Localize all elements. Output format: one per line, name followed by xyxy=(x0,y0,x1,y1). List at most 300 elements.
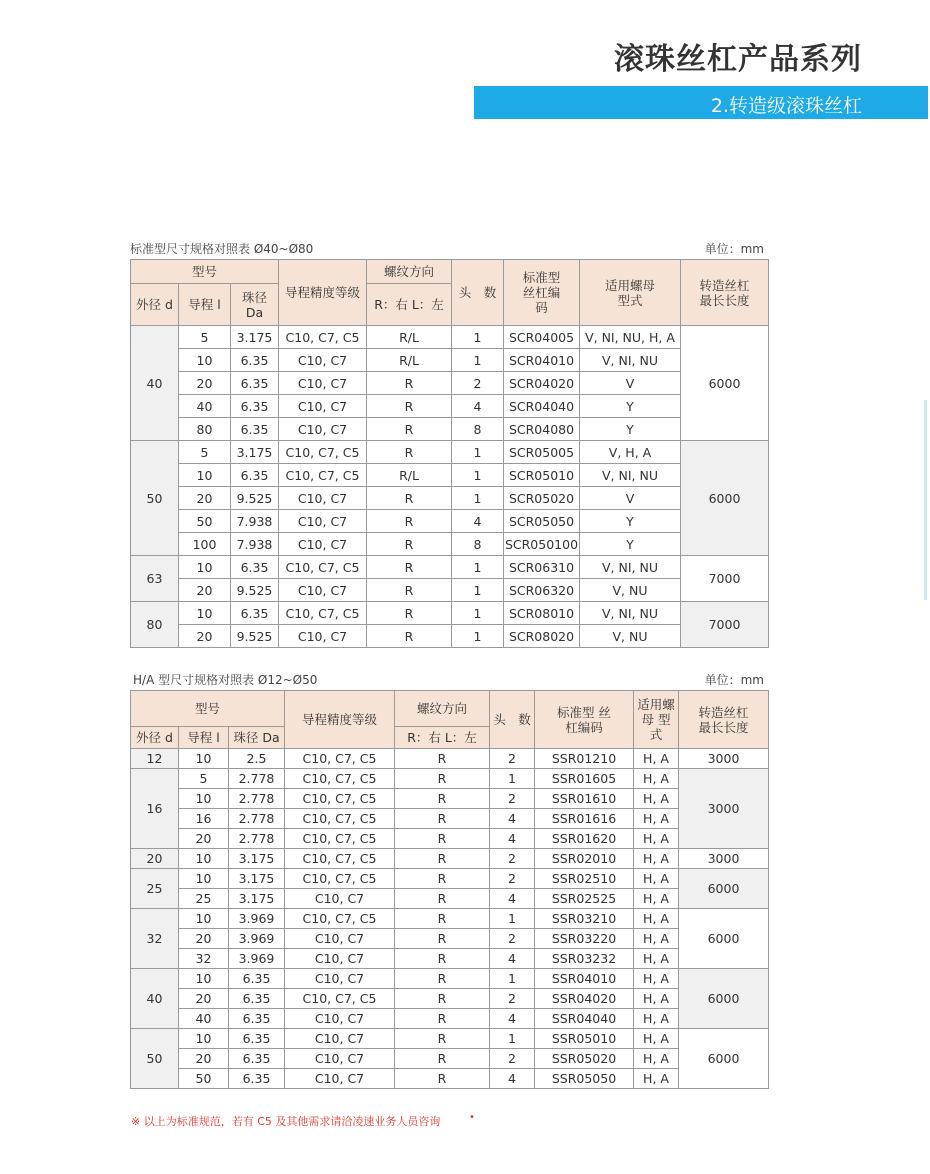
cell-thread: R xyxy=(395,909,490,929)
cell-ball: 9.525 xyxy=(231,487,279,510)
cell-code: SCR08010 xyxy=(504,602,580,625)
cell-ball: 6.35 xyxy=(231,464,279,487)
cell-nut: V, NI, NU xyxy=(580,349,681,372)
cell-grade: C10, C7, C5 xyxy=(279,441,367,464)
cell-ball: 6.35 xyxy=(229,969,285,989)
cell-lead: 10 xyxy=(179,849,229,869)
cell-code: SSR04020 xyxy=(535,989,634,1009)
cell-nut: V xyxy=(580,372,681,395)
cell-nut: H, A xyxy=(634,1069,679,1089)
footnote: ※ 以上为标准规范，若有 C5 及其他需求请洽凌速业务人员咨询 xyxy=(131,1115,441,1128)
cell-grade: C10, C7, C5 xyxy=(279,556,367,579)
cell-thread: R/L xyxy=(367,349,452,372)
cell-code: SSR02010 xyxy=(535,849,634,869)
table-row xyxy=(131,869,769,889)
cell-ball: 2.778 xyxy=(229,829,285,849)
table-row xyxy=(131,1069,769,1089)
cell-nut: H, A xyxy=(634,909,679,929)
cell-ball: 3.175 xyxy=(229,889,285,909)
cell-code: SCR05010 xyxy=(504,464,580,487)
cell-grade: C10, C7, C5 xyxy=(285,829,395,849)
cell-ball: 3.175 xyxy=(231,326,279,349)
cell-grade: C10, C7 xyxy=(279,510,367,533)
cell-starts: 1 xyxy=(490,969,535,989)
cell-ball: 6.35 xyxy=(231,602,279,625)
cell-nut: H, A xyxy=(634,809,679,829)
cell-grade: C10, C7, C5 xyxy=(279,602,367,625)
cell-thread: R xyxy=(367,625,452,648)
cell-od: 32 xyxy=(131,909,179,969)
table-row xyxy=(131,349,769,372)
table-row xyxy=(131,441,769,464)
cell-thread: R xyxy=(367,510,452,533)
table-row xyxy=(131,1009,769,1029)
cell-lead: 10 xyxy=(179,789,229,809)
cell-od: 63 xyxy=(131,556,179,602)
cell-maxlen: 6000 xyxy=(681,441,769,556)
cell-grade: C10, C7, C5 xyxy=(285,989,395,1009)
table1-caption: 标准型尺寸规格对照表 Ø40~Ø80 xyxy=(130,242,314,256)
cell-grade: C10, C7 xyxy=(279,418,367,441)
cell-grade: C10, C7 xyxy=(279,349,367,372)
cell-starts: 1 xyxy=(452,487,504,510)
cell-code: SCR05050 xyxy=(504,510,580,533)
cell-code: SSR05020 xyxy=(535,1049,634,1069)
cell-thread: R xyxy=(395,1069,490,1089)
cell-starts: 1 xyxy=(452,464,504,487)
table-row xyxy=(131,1049,769,1069)
header-thread: 螺纹方向 xyxy=(367,260,452,284)
header-code: 标准型 丝杠编码 xyxy=(504,260,580,326)
cell-starts: 1 xyxy=(452,556,504,579)
cell-starts: 4 xyxy=(490,809,535,829)
table-row xyxy=(131,769,769,789)
cell-grade: C10, C7 xyxy=(285,889,395,909)
cell-starts: 2 xyxy=(490,849,535,869)
cell-ball: 3.175 xyxy=(231,441,279,464)
cell-nut: V, NI, NU xyxy=(580,464,681,487)
header-code: 标准型 丝杠编码 xyxy=(535,691,634,749)
cell-starts: 4 xyxy=(490,1069,535,1089)
cell-thread: R xyxy=(395,749,490,769)
cell-lead: 10 xyxy=(179,556,231,579)
cell-ball: 6.35 xyxy=(229,989,285,1009)
cell-grade: C10, C7 xyxy=(285,1029,395,1049)
cell-thread: R xyxy=(395,949,490,969)
header-model: 型号 xyxy=(131,260,279,284)
cell-lead: 50 xyxy=(179,510,231,533)
cell-thread: R/L xyxy=(367,464,452,487)
cell-thread: R xyxy=(367,395,452,418)
cell-grade: C10, C7 xyxy=(279,533,367,556)
cell-grade: C10, C7 xyxy=(279,395,367,418)
header-grade: 导程精度等级 xyxy=(279,260,367,326)
cell-grade: C10, C7 xyxy=(285,1069,395,1089)
cell-starts: 2 xyxy=(490,749,535,769)
table-row xyxy=(131,372,769,395)
cell-code: SSR01210 xyxy=(535,749,634,769)
table-row xyxy=(131,989,769,1009)
cell-lead: 20 xyxy=(179,989,229,1009)
cell-lead: 20 xyxy=(179,487,231,510)
cell-lead: 10 xyxy=(179,602,231,625)
cell-thread: R xyxy=(395,1029,490,1049)
cell-grade: C10, C7 xyxy=(285,949,395,969)
cell-thread: R xyxy=(367,418,452,441)
table-row xyxy=(131,418,769,441)
cell-lead: 20 xyxy=(179,929,229,949)
page-title: 滚珠丝杠产品系列 xyxy=(614,42,862,77)
table-row xyxy=(131,579,769,602)
cell-nut: H, A xyxy=(634,789,679,809)
cell-thread: R xyxy=(395,989,490,1009)
cell-od: 50 xyxy=(131,441,179,556)
cell-starts: 1 xyxy=(490,909,535,929)
cell-maxlen: 7000 xyxy=(681,556,769,602)
cell-nut: Y xyxy=(580,418,681,441)
table-row xyxy=(131,969,769,989)
cell-nut: H, A xyxy=(634,929,679,949)
cell-nut: H, A xyxy=(634,889,679,909)
cell-grade: C10, C7 xyxy=(285,929,395,949)
footnote-mark: • xyxy=(469,1112,475,1123)
header-lead: 导程 l xyxy=(179,727,229,749)
cell-grade: C10, C7, C5 xyxy=(285,809,395,829)
cell-starts: 1 xyxy=(490,1029,535,1049)
cell-nut: Y xyxy=(580,510,681,533)
cell-lead: 80 xyxy=(179,418,231,441)
cell-grade: C10, C7, C5 xyxy=(285,789,395,809)
cell-starts: 1 xyxy=(490,769,535,789)
edge-decoration xyxy=(924,400,927,600)
cell-code: SCR06310 xyxy=(504,556,580,579)
cell-grade: C10, C7 xyxy=(279,625,367,648)
table-row xyxy=(131,464,769,487)
cell-grade: C10, C7 xyxy=(279,579,367,602)
cell-nut: H, A xyxy=(634,989,679,1009)
cell-code: SCR06320 xyxy=(504,579,580,602)
table-row xyxy=(131,929,769,949)
cell-code: SSR03220 xyxy=(535,929,634,949)
cell-starts: 4 xyxy=(490,1009,535,1029)
cell-starts: 2 xyxy=(452,372,504,395)
cell-lead: 100 xyxy=(179,533,231,556)
cell-nut: H, A xyxy=(634,749,679,769)
cell-od: 16 xyxy=(131,769,179,849)
cell-thread: R xyxy=(367,533,452,556)
cell-lead: 20 xyxy=(179,372,231,395)
cell-ball: 6.35 xyxy=(229,1029,285,1049)
cell-nut: H, A xyxy=(634,949,679,969)
cell-maxlen: 3000 xyxy=(679,849,769,869)
cell-ball: 3.969 xyxy=(229,929,285,949)
header-od: 外径 d xyxy=(131,727,179,749)
header-starts: 头 数 xyxy=(490,691,535,749)
cell-nut: H, A xyxy=(634,1049,679,1069)
cell-nut: H, A xyxy=(634,869,679,889)
cell-thread: R xyxy=(367,441,452,464)
cell-grade: C10, C7, C5 xyxy=(285,869,395,889)
cell-od: 50 xyxy=(131,1029,179,1089)
cell-nut: V, NU xyxy=(580,625,681,648)
cell-starts: 2 xyxy=(490,869,535,889)
cell-nut: H, A xyxy=(634,1009,679,1029)
spec-table-standard xyxy=(130,259,769,648)
cell-od: 40 xyxy=(131,326,179,441)
cell-starts: 4 xyxy=(490,829,535,849)
cell-ball: 9.525 xyxy=(231,579,279,602)
cell-ball: 3.175 xyxy=(229,849,285,869)
table-row xyxy=(131,849,769,869)
cell-code: SSR03232 xyxy=(535,949,634,969)
cell-starts: 1 xyxy=(452,579,504,602)
header-grade: 导程精度等级 xyxy=(285,691,395,749)
cell-grade: C10, C7, C5 xyxy=(285,909,395,929)
table2-caption: H/A 型尺寸规格对照表 Ø12~Ø50 xyxy=(133,673,318,687)
cell-ball: 6.35 xyxy=(231,418,279,441)
cell-thread: R xyxy=(395,1049,490,1069)
cell-thread: R/L xyxy=(367,326,452,349)
cell-ball: 2.778 xyxy=(229,809,285,829)
cell-starts: 8 xyxy=(452,533,504,556)
cell-grade: C10, C7, C5 xyxy=(279,326,367,349)
cell-starts: 2 xyxy=(490,789,535,809)
table-row xyxy=(131,789,769,809)
table-row xyxy=(131,909,769,929)
table-row xyxy=(131,949,769,969)
cell-ball: 6.35 xyxy=(229,1049,285,1069)
table-row xyxy=(131,556,769,579)
cell-code: SSR02510 xyxy=(535,869,634,889)
cell-starts: 4 xyxy=(452,395,504,418)
table-row xyxy=(131,510,769,533)
cell-nut: H, A xyxy=(634,1029,679,1049)
cell-lead: 40 xyxy=(179,395,231,418)
cell-lead: 20 xyxy=(179,579,231,602)
header-ball: 珠径 Da xyxy=(231,284,279,326)
cell-thread: R xyxy=(395,829,490,849)
cell-thread: R xyxy=(367,602,452,625)
cell-maxlen: 6000 xyxy=(679,869,769,909)
cell-code: SSR05010 xyxy=(535,1029,634,1049)
cell-ball: 6.35 xyxy=(231,556,279,579)
cell-lead: 10 xyxy=(179,464,231,487)
section-banner xyxy=(474,86,928,119)
cell-lead: 10 xyxy=(179,969,229,989)
cell-lead: 20 xyxy=(179,829,229,849)
cell-nut: H, A xyxy=(634,849,679,869)
cell-maxlen: 3000 xyxy=(679,749,769,769)
cell-lead: 10 xyxy=(179,869,229,889)
cell-thread: R xyxy=(367,579,452,602)
cell-grade: C10, C7 xyxy=(279,487,367,510)
spec-table-ha xyxy=(130,690,769,1089)
cell-code: SSR01610 xyxy=(535,789,634,809)
cell-thread: R xyxy=(367,487,452,510)
cell-thread: R xyxy=(395,869,490,889)
cell-grade: C10, C7, C5 xyxy=(279,464,367,487)
cell-nut: H, A xyxy=(634,969,679,989)
cell-grade: C10, C7 xyxy=(279,372,367,395)
cell-code: SCR05020 xyxy=(504,487,580,510)
cell-starts: 2 xyxy=(490,1049,535,1069)
cell-nut: H, A xyxy=(634,829,679,849)
cell-code: SSR03210 xyxy=(535,909,634,929)
cell-ball: 7.938 xyxy=(231,510,279,533)
cell-lead: 10 xyxy=(179,349,231,372)
cell-ball: 3.969 xyxy=(229,949,285,969)
cell-code: SCR050100 xyxy=(504,533,580,556)
cell-nut: V, NU xyxy=(580,579,681,602)
header-thread-sub: R：右 L：左 xyxy=(367,284,452,326)
cell-ball: 6.35 xyxy=(229,1009,285,1029)
cell-starts: 1 xyxy=(452,349,504,372)
cell-nut: Y xyxy=(580,395,681,418)
cell-nut: Y xyxy=(580,533,681,556)
cell-ball: 6.35 xyxy=(231,349,279,372)
cell-lead: 20 xyxy=(179,625,231,648)
table-row xyxy=(131,533,769,556)
cell-code: SCR05005 xyxy=(504,441,580,464)
cell-grade: C10, C7 xyxy=(285,969,395,989)
cell-thread: R xyxy=(395,1009,490,1029)
cell-nut: V xyxy=(580,487,681,510)
cell-maxlen: 6000 xyxy=(679,1029,769,1089)
cell-od: 40 xyxy=(131,969,179,1029)
section-subtitle: 2.转造级滚珠丝杠 xyxy=(710,95,862,117)
cell-ball: 6.35 xyxy=(231,395,279,418)
cell-grade: C10, C7 xyxy=(285,1049,395,1069)
table-row xyxy=(131,602,769,625)
cell-nut: H, A xyxy=(634,769,679,789)
cell-maxlen: 6000 xyxy=(679,909,769,969)
table1-unit: 单位：mm xyxy=(704,242,764,256)
cell-od: 80 xyxy=(131,602,179,648)
header-nut: 适用螺母 型式 xyxy=(580,260,681,326)
header-maxlen: 转造丝杠 最长长度 xyxy=(681,260,769,326)
table-row xyxy=(131,395,769,418)
cell-code: SCR04080 xyxy=(504,418,580,441)
cell-lead: 20 xyxy=(179,1049,229,1069)
cell-code: SCR04005 xyxy=(504,326,580,349)
table-row xyxy=(131,625,769,648)
header-lead: 导程 l xyxy=(179,284,231,326)
cell-starts: 4 xyxy=(490,949,535,969)
table-row xyxy=(131,1029,769,1049)
cell-code: SSR01620 xyxy=(535,829,634,849)
cell-code: SCR04040 xyxy=(504,395,580,418)
header-starts: 头 数 xyxy=(452,260,504,326)
cell-thread: R xyxy=(395,969,490,989)
table-row xyxy=(131,326,769,349)
cell-code: SSR02525 xyxy=(535,889,634,909)
cell-grade: C10, C7, C5 xyxy=(285,769,395,789)
cell-code: SCR08020 xyxy=(504,625,580,648)
cell-ball: 2.5 xyxy=(229,749,285,769)
cell-lead: 50 xyxy=(179,1069,229,1089)
header-model: 型号 xyxy=(131,691,285,727)
cell-thread: R xyxy=(395,769,490,789)
cell-lead: 5 xyxy=(179,441,231,464)
cell-od: 12 xyxy=(131,749,179,769)
cell-nut: V, NI, NU xyxy=(580,556,681,579)
cell-ball: 3.969 xyxy=(229,909,285,929)
cell-starts: 4 xyxy=(490,889,535,909)
header-thread-sub: R：右 L：左 xyxy=(395,727,490,749)
cell-thread: R xyxy=(395,889,490,909)
cell-od: 20 xyxy=(131,849,179,869)
cell-lead: 10 xyxy=(179,909,229,929)
header-ball: 珠径 Da xyxy=(229,727,285,749)
cell-ball: 2.778 xyxy=(229,769,285,789)
cell-lead: 40 xyxy=(179,1009,229,1029)
table2-unit: 单位：mm xyxy=(704,673,764,687)
cell-starts: 1 xyxy=(452,602,504,625)
cell-ball: 7.938 xyxy=(231,533,279,556)
cell-lead: 5 xyxy=(179,769,229,789)
cell-nut: V, NI, NU, H, A xyxy=(580,326,681,349)
cell-maxlen: 7000 xyxy=(681,602,769,648)
table-row xyxy=(131,749,769,769)
cell-grade: C10, C7 xyxy=(285,1009,395,1029)
cell-starts: 2 xyxy=(490,989,535,1009)
cell-thread: R xyxy=(395,849,490,869)
cell-od: 25 xyxy=(131,869,179,909)
cell-nut: V, NI, NU xyxy=(580,602,681,625)
cell-starts: 1 xyxy=(452,326,504,349)
cell-code: SSR01616 xyxy=(535,809,634,829)
cell-lead: 10 xyxy=(179,749,229,769)
cell-maxlen: 3000 xyxy=(679,769,769,849)
cell-starts: 1 xyxy=(452,625,504,648)
cell-starts: 2 xyxy=(490,929,535,949)
header-od: 外径 d xyxy=(131,284,179,326)
cell-nut: V, H, A xyxy=(580,441,681,464)
cell-ball: 6.35 xyxy=(231,372,279,395)
cell-thread: R xyxy=(395,789,490,809)
cell-thread: R xyxy=(395,929,490,949)
cell-ball: 3.175 xyxy=(229,869,285,889)
cell-thread: R xyxy=(367,556,452,579)
cell-code: SCR04010 xyxy=(504,349,580,372)
table-row xyxy=(131,487,769,510)
cell-lead: 10 xyxy=(179,1029,229,1049)
header-nut: 适用螺母 型式 xyxy=(634,691,679,749)
cell-lead: 32 xyxy=(179,949,229,969)
cell-lead: 25 xyxy=(179,889,229,909)
cell-code: SSR04040 xyxy=(535,1009,634,1029)
cell-code: SSR04010 xyxy=(535,969,634,989)
table-row xyxy=(131,829,769,849)
cell-grade: C10, C7, C5 xyxy=(285,749,395,769)
cell-ball: 6.35 xyxy=(229,1069,285,1089)
cell-starts: 4 xyxy=(452,510,504,533)
cell-thread: R xyxy=(395,809,490,829)
cell-maxlen: 6000 xyxy=(679,969,769,1029)
cell-code: SSR05050 xyxy=(535,1069,634,1089)
cell-starts: 8 xyxy=(452,418,504,441)
cell-thread: R xyxy=(367,372,452,395)
cell-ball: 9.525 xyxy=(231,625,279,648)
cell-lead: 16 xyxy=(179,809,229,829)
cell-grade: C10, C7, C5 xyxy=(285,849,395,869)
cell-lead: 5 xyxy=(179,326,231,349)
cell-starts: 1 xyxy=(452,441,504,464)
header-thread: 螺纹方向 xyxy=(395,691,490,727)
table-row xyxy=(131,809,769,829)
header-maxlen: 转造丝杠 最长长度 xyxy=(679,691,769,749)
cell-code: SCR04020 xyxy=(504,372,580,395)
